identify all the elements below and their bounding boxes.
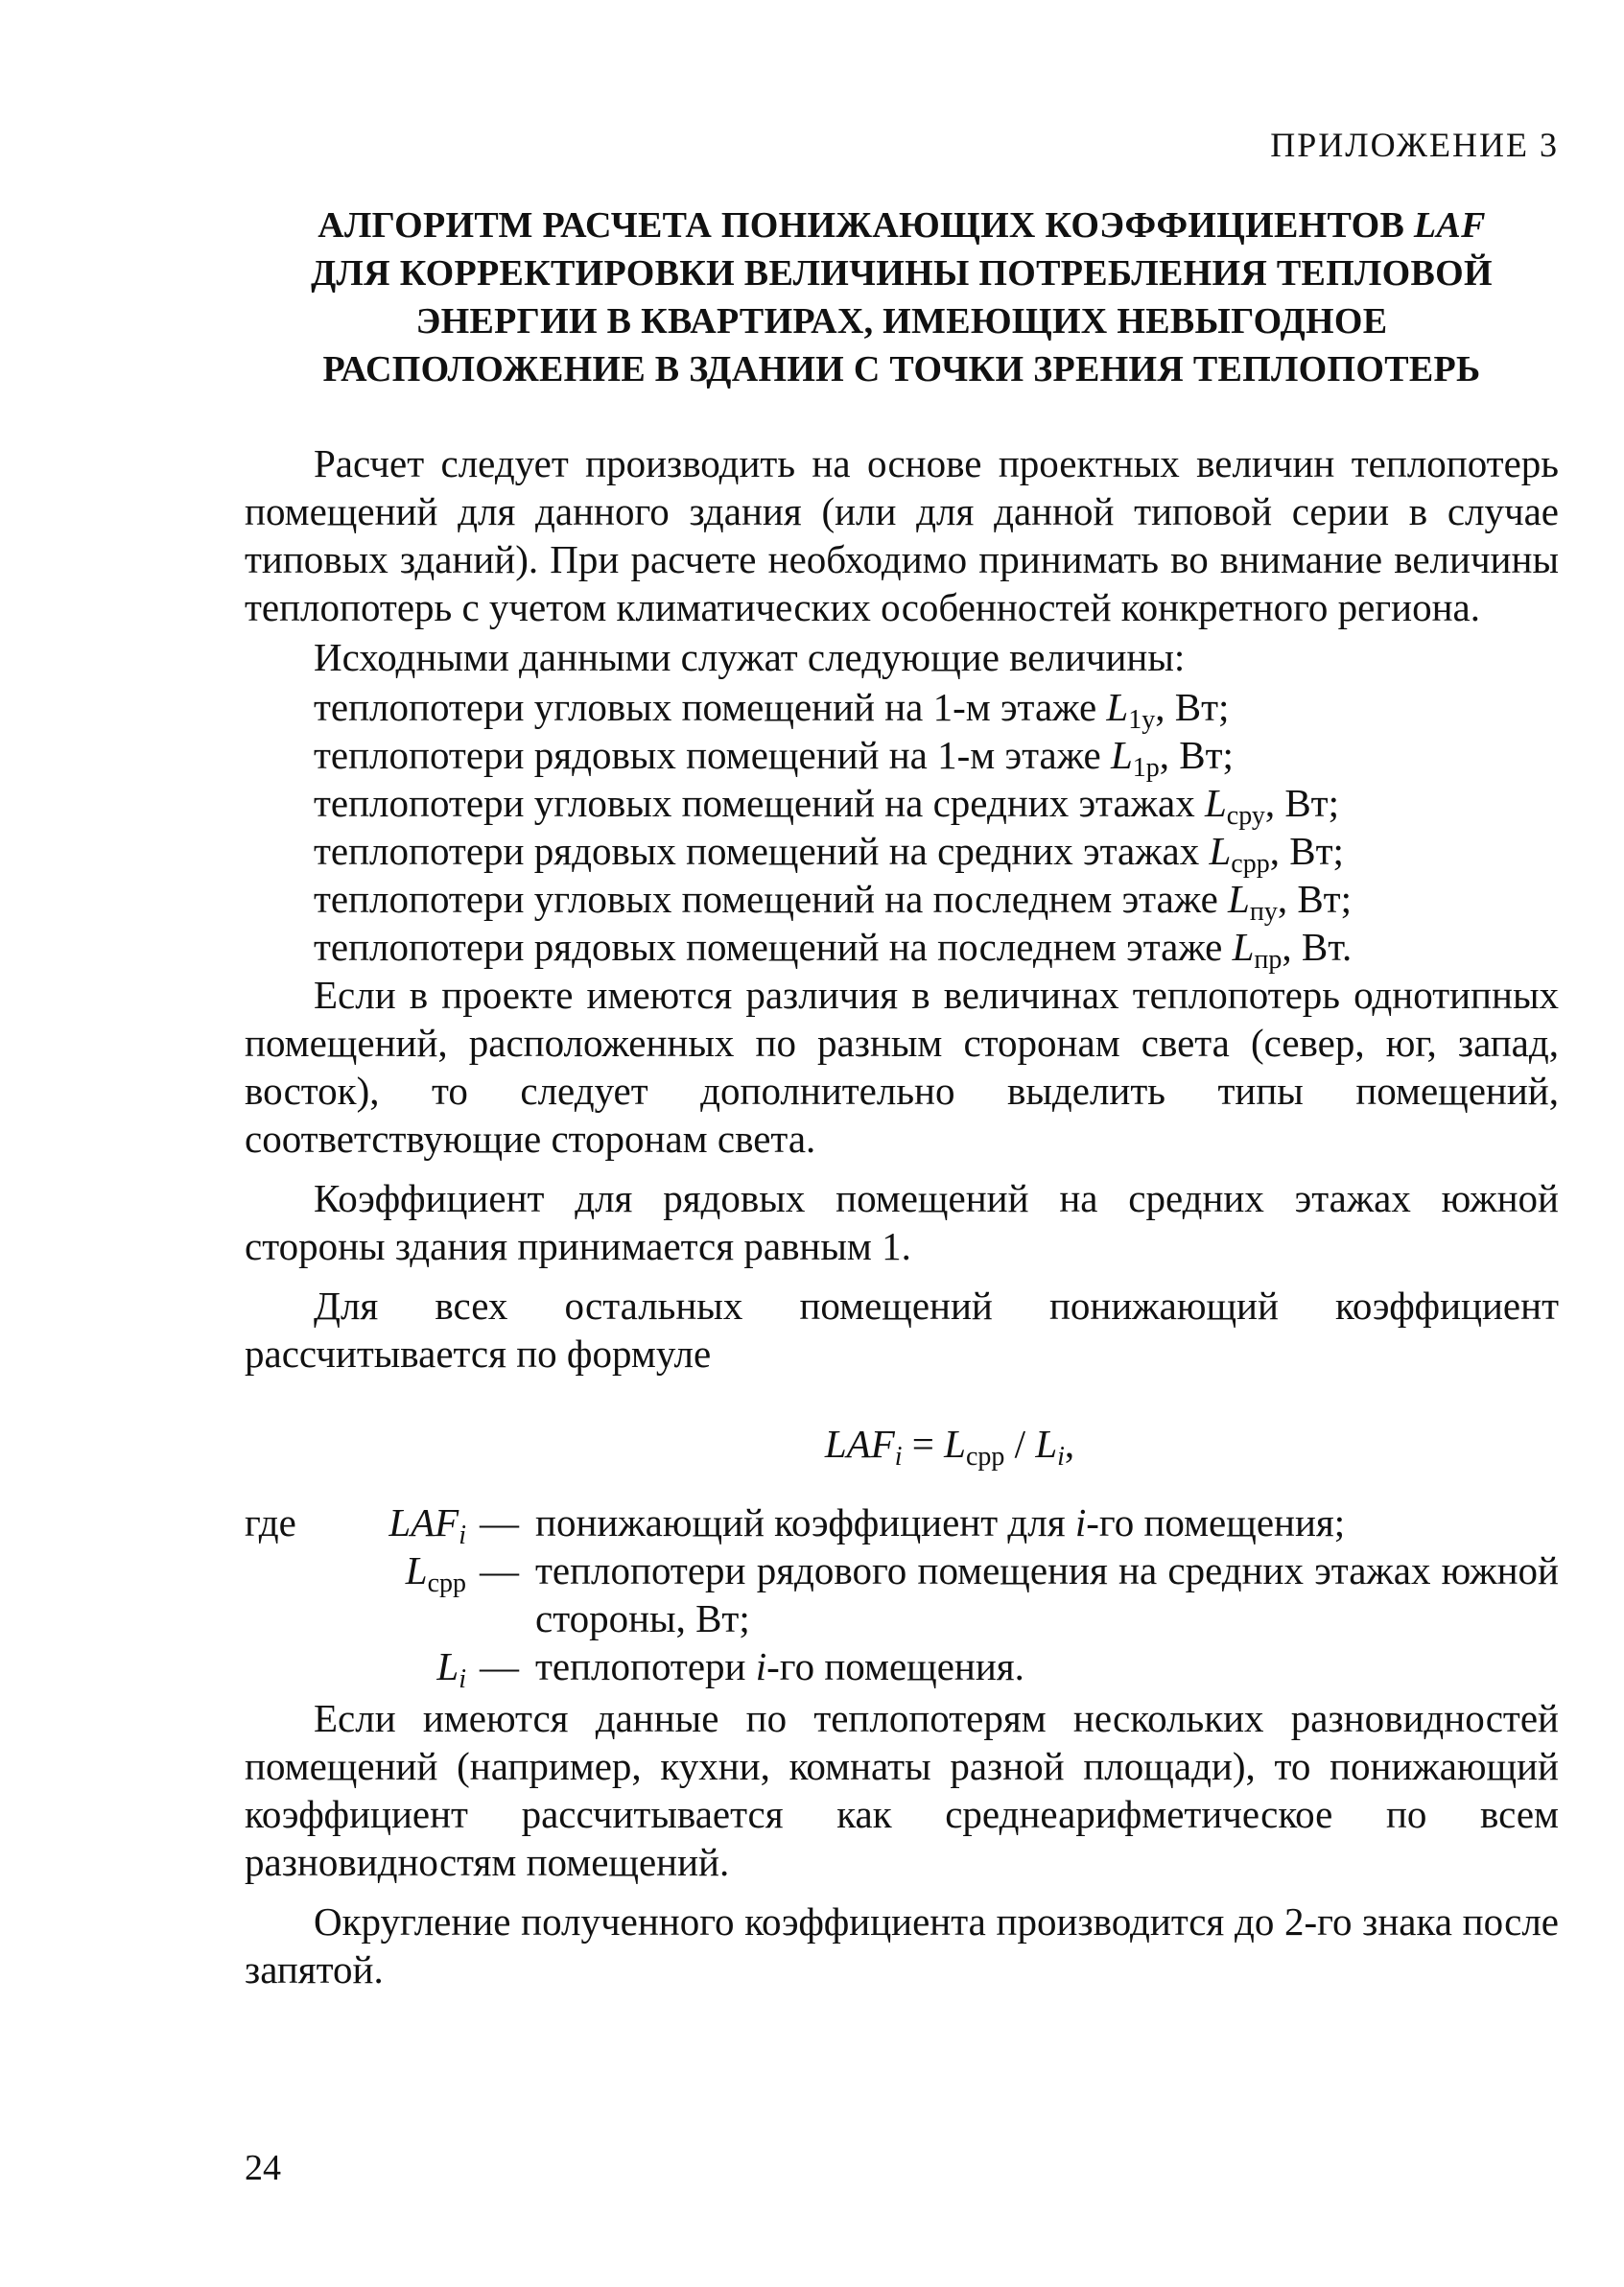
definition-dash: — <box>480 1500 519 1544</box>
title-line-2: ДЛЯ КОРРЕКТИРОВКИ ВЕЛИЧИНЫ ПОТРЕБЛЕНИЯ ТЕПЛОВОЙ <box>311 253 1493 294</box>
document-title <box>245 201 1559 393</box>
definition-text <box>535 1642 1559 1690</box>
definition-symbol-l: L <box>405 1548 428 1592</box>
symbol-l: L <box>1232 925 1255 969</box>
title-line-1 <box>245 201 1559 249</box>
formula-denominator-subscript: i <box>1057 1442 1065 1472</box>
formula <box>245 1420 1559 1472</box>
paragraph-formula-intro: Для всех остальных помещений понижающий коэффициент рассчитывается по формуле <box>245 1284 1559 1376</box>
title-line-4: РАСПОЛОЖЕНИЕ В ЗДАНИИ С ТОЧКИ ЗРЕНИЯ ТЕПЛОПОТЕРЬ <box>322 349 1481 389</box>
list-item <box>245 923 1559 975</box>
symbol-l: L <box>1209 829 1232 873</box>
inputs-list <box>245 683 1559 975</box>
definition-row <box>245 1642 1559 1694</box>
list-item-text: теплопотери угловых помещений на 1-м этаже <box>314 685 1107 729</box>
definition-subscript: i <box>459 1521 466 1550</box>
list-item <box>245 875 1559 927</box>
list-item <box>245 731 1559 783</box>
formula-divide: / <box>1004 1422 1036 1466</box>
list-item-unit: , Вт; <box>1264 781 1339 825</box>
paragraph-inputs-heading: Исходными данными служат следующие величины: <box>314 635 1186 679</box>
definition-symbol <box>245 1546 480 1642</box>
list-item-text: теплопотери рядовых помещений на последнем этаже <box>314 925 1233 969</box>
definition-row <box>245 1546 1559 1642</box>
definition-subscript: срр <box>427 1568 466 1598</box>
title-symbol-laf: LAF <box>1413 205 1486 246</box>
paragraph-base-coefficient: Коэффициент для рядовых помещений на средних этажах южной стороны здания принимается равным 1. <box>245 1176 1559 1268</box>
paragraph-rounding: Округление полученного коэффициента производится до 2-го знака после запятой. <box>245 1899 1559 1992</box>
formula-lhs-subscript: i <box>894 1442 903 1472</box>
definition-text-part: понижающий коэффициент для <box>535 1500 1075 1544</box>
formula-denominator: L <box>1035 1422 1058 1466</box>
symbol-l: L <box>1110 733 1133 777</box>
symbol-l: L <box>1228 877 1250 921</box>
title-line-1-text: АЛГОРИТМ РАСЧЕТА ПОНИЖАЮЩИХ КОЭФФИЦИЕНТОВ <box>318 205 1414 246</box>
formula-numerator: L <box>944 1422 966 1466</box>
page-number: 24 <box>245 2148 281 2188</box>
symbol-subscript: 1у <box>1128 705 1156 735</box>
definition-dash: — <box>480 1548 519 1592</box>
definition-text-part: -го помещения. <box>766 1644 1024 1688</box>
definition-text <box>535 1498 1559 1546</box>
paragraph-averaging: Если имеются данные по теплопотерям нескольких разновидностей помещений (например, кухни, комнаты разной площади), то понижающий коэффициент рассчитывается как среднеарифметическое по всем разновидностям помещений. <box>245 1696 1559 1884</box>
formula-end: , <box>1064 1422 1075 1466</box>
title-line-3: ЭНЕРГИИ В КВАРТИРАХ, ИМЕЮЩИХ НЕВЫГОДНОЕ <box>415 301 1388 342</box>
document-page <box>245 125 1559 1995</box>
list-item <box>245 827 1559 879</box>
symbol-subscript: пр <box>1254 945 1283 975</box>
definition-symbol-laf: LAF <box>388 1500 459 1544</box>
list-item <box>245 683 1559 735</box>
definition-text-italic: i <box>1074 1500 1087 1544</box>
symbol-subscript: пу <box>1249 897 1278 927</box>
definition-row <box>245 1498 1559 1550</box>
list-item-text: теплопотери угловых помещений на последнем этаже <box>314 877 1229 921</box>
list-item-unit: , Вт; <box>1159 733 1234 777</box>
definition-dash: — <box>480 1644 519 1688</box>
symbol-subscript: сру <box>1226 801 1265 831</box>
symbol-subscript: 1р <box>1132 753 1160 783</box>
definition-subscript: i <box>459 1664 466 1694</box>
list-item-text: теплопотери угловых помещений на средних этажах <box>314 781 1205 825</box>
list-item-unit: , Вт; <box>1277 877 1352 921</box>
definition-text-part: -го помещения; <box>1086 1500 1346 1544</box>
where-word: где <box>245 1500 296 1544</box>
appendix-label: ПРИЛОЖЕНИЕ 3 <box>1270 126 1559 164</box>
formula-equals: = <box>902 1422 945 1466</box>
formula-numerator-subscript: срр <box>965 1442 1005 1472</box>
list-item-unit: , Вт; <box>1155 685 1230 729</box>
definition-symbol <box>245 1642 480 1694</box>
list-item-unit: , Вт. <box>1282 925 1353 969</box>
symbol-l: L <box>1106 685 1129 729</box>
list-item <box>245 779 1559 831</box>
formula-definitions <box>245 1498 1559 1694</box>
symbol-l: L <box>1204 781 1227 825</box>
symbol-subscript: срр <box>1231 849 1270 879</box>
formula-lhs: LAF <box>824 1422 895 1466</box>
paragraph-intro: Расчет следует производить на основе проектных величин теплопотерь помещений для данного здания (или для данной типовой серии в случае типовых зданий). При расчете необходимо принимать во внимание величины теплопотерь с учетом климатических особенностей конкретного региона. <box>245 441 1559 629</box>
list-item-text: теплопотери рядовых помещений на средних этажах <box>314 829 1210 873</box>
definition-text-part: теплопотери <box>535 1644 756 1688</box>
list-item-text: теплопотери рядовых помещений на 1-м этаже <box>314 733 1111 777</box>
paragraph-orientation: Если в проекте имеются различия в величинах теплопотерь однотипных помещений, расположенных по разным сторонам света (север, юг, запад, восток), то следует дополнительно выделить типы помещений, соответствующие сторонам света. <box>245 973 1559 1161</box>
definition-text: теплопотери рядового помещения на средних этажах южной стороны, Вт; <box>535 1548 1559 1640</box>
list-item-unit: , Вт; <box>1269 829 1344 873</box>
definition-text-italic: i <box>755 1644 767 1688</box>
definition-symbol <box>245 1498 480 1550</box>
definition-symbol-l: L <box>436 1644 459 1688</box>
